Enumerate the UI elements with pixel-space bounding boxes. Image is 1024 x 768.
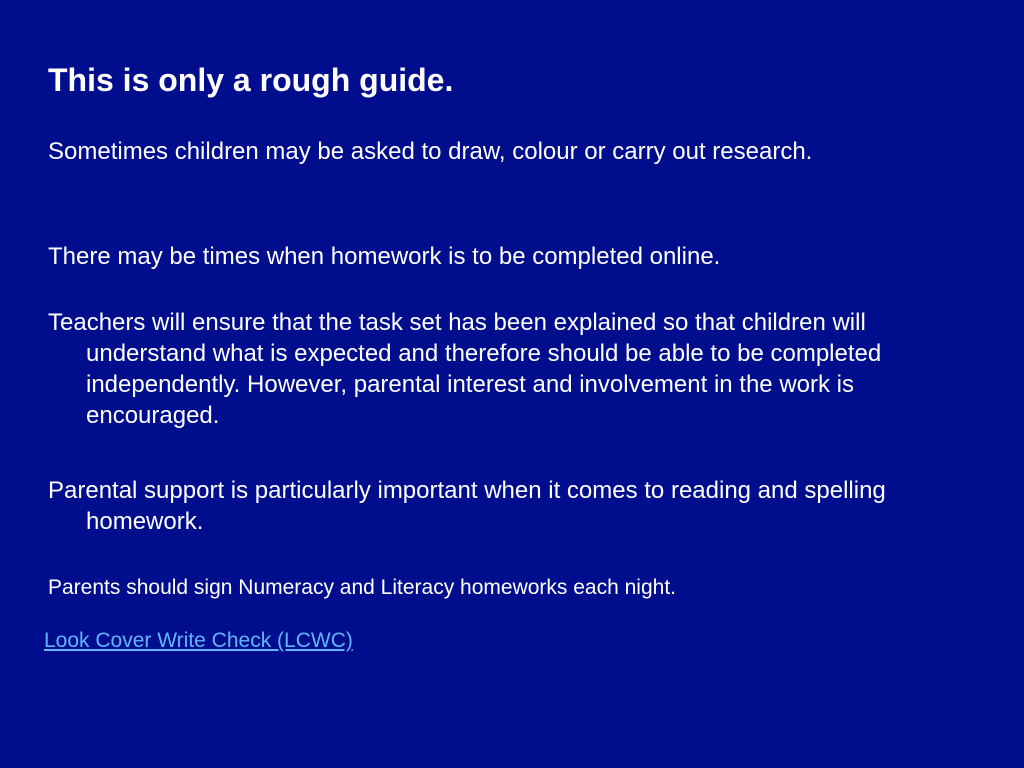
paragraph-sign-homework: Parents should sign Numeracy and Literacy homeworks each night.: [48, 576, 676, 599]
paragraph-parental-support: Parental support is particularly important when it comes to reading and spelling homework.: [48, 477, 886, 535]
paragraph-online: There may be times when homework is to be completed online.: [48, 243, 721, 270]
lcwc-link[interactable]: Look Cover Write Check (LCWC): [44, 629, 353, 652]
slide-title: This is only a rough guide.: [48, 62, 454, 98]
paragraph-teachers: Teachers will ensure that the task set has been explained so that children will understand what is expected and therefore should be able to be completed independently. However, parental interest and involvement in the work is encouraged.: [48, 309, 882, 429]
paragraph-activities: Sometimes children may be asked to draw, colour or carry out research.: [48, 138, 813, 165]
